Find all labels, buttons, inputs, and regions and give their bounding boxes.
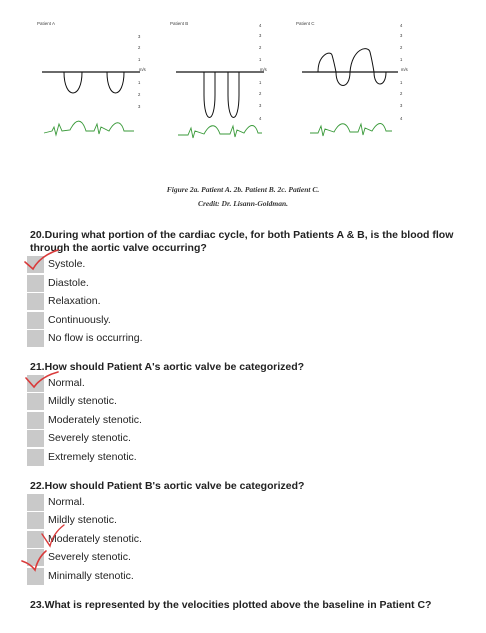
option-checkbox[interactable] [27, 449, 44, 466]
axis-unit: m/s [401, 67, 408, 72]
option-label: Extremely stenotic. [48, 451, 137, 463]
option-checkbox[interactable] [27, 568, 44, 585]
question-number: 22. [30, 480, 45, 492]
panel-c-label: Patient C [296, 21, 315, 26]
axis-tick: 4 [400, 116, 403, 121]
axis-unit: m/s [260, 67, 267, 72]
axis-unit: m/s [139, 67, 146, 72]
option-checkbox[interactable] [27, 312, 44, 329]
option-label: Severely stenotic. [48, 432, 131, 444]
option-checkbox[interactable] [27, 256, 44, 273]
q21-option-severely-stenotic[interactable] [27, 430, 447, 447]
option-checkbox[interactable] [27, 512, 44, 529]
panel-c-waveform-up-2 [350, 49, 374, 72]
option-checkbox[interactable] [27, 412, 44, 429]
panel-b-ecg [178, 126, 262, 139]
panel-a-waveform-1 [64, 72, 82, 93]
figure-caption: Figure 2a. Patient A. 2b. Patient B. 2c. Patient C. [166, 185, 320, 194]
q21-option-mildly-stenotic[interactable] [27, 393, 447, 410]
axis-tick: 2 [138, 92, 141, 97]
doppler-figure-svg [0, 0, 486, 215]
axis-tick: 3 [400, 33, 403, 38]
option-label: No flow is occurring. [48, 332, 143, 344]
q22-option-minimally-stenotic[interactable] [27, 568, 447, 585]
question-text: During what portion of the cardiac cycle, for both Patients A & B, is the blood flow through the aortic valve occurring? [30, 229, 454, 254]
panel-c-axis [400, 23, 408, 121]
q22-option-normal[interactable] [27, 494, 447, 511]
panel-c-waveform-up-1 [318, 53, 336, 72]
q21-option-moderately-stenotic[interactable] [27, 412, 447, 429]
axis-tick: 4 [400, 23, 403, 28]
option-checkbox[interactable] [27, 293, 44, 310]
option-label: Mildly stenotic. [48, 514, 117, 526]
q21-option-extremely-stenotic[interactable] [27, 449, 447, 466]
q20-option-continuously[interactable] [27, 312, 447, 329]
panel-b-waveform-1 [204, 72, 215, 118]
q22-option-severely-stenotic[interactable] [27, 549, 447, 566]
q21-option-normal[interactable] [27, 375, 447, 392]
axis-tick: 2 [400, 91, 403, 96]
option-label: Minimally stenotic. [48, 570, 134, 582]
axis-tick: 1 [400, 80, 403, 85]
question-number: 23. [30, 599, 45, 611]
option-checkbox[interactable] [27, 549, 44, 566]
panel-b-waveform-2 [228, 72, 239, 118]
axis-tick: 3 [138, 34, 141, 39]
panel-a-axis [138, 34, 146, 109]
question-22 [30, 480, 470, 493]
question-number: 20. [30, 229, 45, 241]
axis-tick: 3 [259, 33, 262, 38]
doppler-figure [0, 0, 486, 215]
option-checkbox[interactable] [27, 531, 44, 548]
panel-b [170, 21, 267, 138]
axis-tick: 1 [259, 57, 262, 62]
axis-tick: 2 [400, 45, 403, 50]
option-checkbox[interactable] [27, 393, 44, 410]
axis-tick: 3 [400, 103, 403, 108]
option-label: Severely stenotic. [48, 551, 131, 563]
panel-a-ecg [44, 121, 134, 135]
panel-a [37, 21, 146, 135]
figure-credit: Credit: Dr. Lisann-Goldman. [197, 199, 288, 208]
q20-option-relaxation[interactable] [27, 293, 447, 310]
option-label: Continuously. [48, 314, 111, 326]
axis-tick: 3 [138, 104, 141, 109]
axis-tick: 1 [400, 57, 403, 62]
q20-option-diastole[interactable] [27, 275, 447, 292]
q22-option-moderately-stenotic[interactable] [27, 531, 447, 548]
panel-a-waveform-2 [107, 72, 124, 93]
option-label: Normal. [48, 496, 85, 508]
option-label: Mildly stenotic. [48, 395, 117, 407]
q20-option-systole[interactable] [27, 256, 447, 273]
panel-a-label: Patient A [37, 21, 56, 26]
panel-b-label: Patient B [170, 21, 189, 26]
option-label: Relaxation. [48, 295, 101, 307]
question-text: How should Patient A's aortic valve be categorized? [44, 361, 305, 373]
axis-tick: 4 [259, 23, 262, 28]
question-text: How should Patient B's aortic valve be categorized? [44, 480, 305, 492]
question-text: What is represented by the velocities plotted above the baseline in Patient C? [44, 599, 432, 611]
option-checkbox[interactable] [27, 330, 44, 347]
axis-tick: 2 [138, 45, 141, 50]
question-23 [30, 599, 470, 612]
option-checkbox[interactable] [27, 430, 44, 447]
option-checkbox[interactable] [27, 494, 44, 511]
axis-tick: 2 [259, 45, 262, 50]
axis-tick: 1 [138, 80, 141, 85]
question-21 [30, 361, 470, 374]
option-label: Systole. [48, 258, 86, 270]
panel-c-waveform-down-1 [336, 72, 350, 86]
axis-tick: 2 [259, 91, 262, 96]
axis-tick: 3 [259, 103, 262, 108]
question-number: 21. [30, 361, 45, 373]
option-label: Normal. [48, 377, 85, 389]
q22-option-mildly-stenotic[interactable] [27, 512, 447, 529]
panel-c-ecg [310, 124, 392, 137]
q20-option-no-flow[interactable] [27, 330, 447, 347]
panel-c [296, 21, 408, 136]
option-checkbox[interactable] [27, 275, 44, 292]
axis-tick: 4 [259, 116, 262, 121]
question-20 [30, 229, 470, 255]
option-label: Diastole. [48, 277, 89, 289]
axis-tick: 1 [138, 57, 141, 62]
option-label: Moderately stenotic. [48, 414, 142, 426]
axis-tick: 1 [259, 80, 262, 85]
option-label: Moderately stenotic. [48, 533, 142, 545]
option-checkbox[interactable] [27, 375, 44, 392]
panel-c-waveform-down-2 [374, 72, 386, 84]
